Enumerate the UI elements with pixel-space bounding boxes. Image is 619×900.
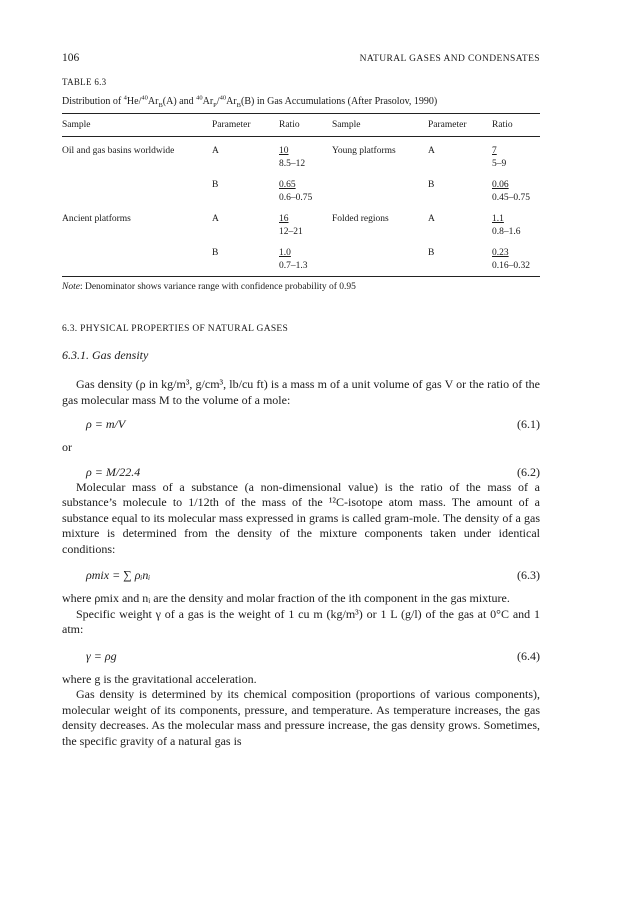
book-page xyxy=(62,52,540,749)
ratio-cell: 1.0 0.7–1.3 xyxy=(279,248,308,271)
equation xyxy=(62,416,540,432)
parameter-cell: B xyxy=(212,248,219,258)
paragraph: where g is the gravitational acceleration. xyxy=(62,671,257,686)
parameter-cell: B xyxy=(212,180,219,190)
ratio-cell: 10 8.5–12 xyxy=(279,146,306,169)
ratio-cell: 0.06 0.45–0.75 xyxy=(492,180,530,203)
parameter-cell: B xyxy=(428,180,435,190)
parameter-cell: A xyxy=(428,214,435,224)
page-header xyxy=(62,52,540,72)
ratio-cell: 0.65 0.6–0.75 xyxy=(279,180,313,203)
paragraph: where ρmix and nᵢ are the density and molar fraction of the ith component in the gas mixture. xyxy=(62,591,510,605)
table-row xyxy=(62,171,540,205)
column-header: Sample xyxy=(62,120,91,130)
table-label: TABLE 6.3 xyxy=(62,77,107,87)
equation xyxy=(62,648,540,664)
equation-formula: ρ = M/22.4 xyxy=(86,464,141,479)
column-header: Sample xyxy=(332,120,361,130)
paragraph: Gas density is determined by its chemical composition (proportions of various components), molecular weight of its components, pressure, and temperature. As temperature increases, the gas density decreases. As the molecular mass and pressure increase, the gas density grows. Sometimes, the specific gravity of a natural gas is xyxy=(62,687,540,748)
parameter-cell: A xyxy=(212,146,219,156)
equation-formula: ρmix = ∑ ρᵢnᵢ xyxy=(86,568,151,582)
paragraph: Specific weight γ of a gas is the weight of 1 cu m (kg/m³) or 1 L (g/l) of the gas at 0°C and 1 atm: xyxy=(62,606,540,636)
running-title: NATURAL GASES AND CONDENSATES xyxy=(359,54,540,64)
sample-cell xyxy=(62,239,212,277)
parameter-cell: A xyxy=(212,214,219,224)
sample-cell: Folded regions xyxy=(332,214,389,224)
equation-formula: γ = ρg xyxy=(86,648,117,663)
note-text: : Denominator shows variance range with confidence probability of 0.95 xyxy=(79,282,356,292)
sample-cell xyxy=(332,171,428,205)
ratio-cell: 16 12–21 xyxy=(279,214,303,237)
table-caption: Distribution of $^4He/^{40}Ar_B(A)$ and $^{40}Ar_P/^{40}Ar_B(B)$ in Gas Accumulations (After Prasolov, 1990) xyxy=(62,94,438,109)
column-header: Parameter xyxy=(428,120,467,130)
paragraph: Gas density (ρ in kg/m³, g/cm³, lb/cu ft) is a mass m of a unit volume of gas V or the ratio of the gas molecular mass M to the volume of a mole: xyxy=(62,377,540,407)
page-number: 106 xyxy=(62,52,80,64)
table-row xyxy=(62,239,540,277)
section-title: 6.3. PHYSICAL PROPERTIES OF NATURAL GASES xyxy=(62,324,289,334)
paragraph: or xyxy=(62,440,72,454)
note-lead: Note xyxy=(62,282,80,292)
equation xyxy=(62,567,540,583)
sample-cell: Young platforms xyxy=(332,146,396,156)
sample-cell xyxy=(62,171,212,205)
sample-cell: Oil and gas basins worldwide xyxy=(62,146,175,156)
ratio-cell: 0.23 0.16–0.32 xyxy=(492,248,530,271)
table-header-row xyxy=(62,114,540,137)
table-row xyxy=(62,205,540,239)
column-header: Ratio xyxy=(279,120,300,130)
equation-formula: ρ = m/V xyxy=(86,417,126,431)
ratio-cell: 1.1 0.8–1.6 xyxy=(492,214,521,237)
paragraph: Molecular mass of a substance (a non-dimensional value) is the ratio of the mass of a substance’s molecule to 1/12th of the mass of the ¹²C-isotope atom mass. The amount of a substance equal to its molecular mass expressed in grams is called gram-mole. The density of a gas mixture is determined from the density of the mixture components taken under identical conditions: xyxy=(62,479,540,556)
table-row xyxy=(62,137,540,172)
ratio-cell: 7 5–9 xyxy=(492,146,507,169)
parameter-cell: A xyxy=(428,146,435,156)
equation-number: (6.4) xyxy=(517,648,540,663)
sample-cell xyxy=(332,239,428,277)
column-header: Ratio xyxy=(492,120,513,130)
equation xyxy=(62,464,540,480)
sample-cell: Ancient platforms xyxy=(62,214,131,224)
equation-number: (6.2) xyxy=(517,464,540,479)
column-header: Parameter xyxy=(212,120,251,130)
distribution-table xyxy=(62,113,540,277)
parameter-cell: B xyxy=(428,248,435,258)
equation-number: (6.3) xyxy=(517,568,540,582)
equation-number: (6.1) xyxy=(517,417,540,431)
table-note xyxy=(62,282,540,292)
subsection-title: 6.3.1. Gas density xyxy=(62,348,149,362)
